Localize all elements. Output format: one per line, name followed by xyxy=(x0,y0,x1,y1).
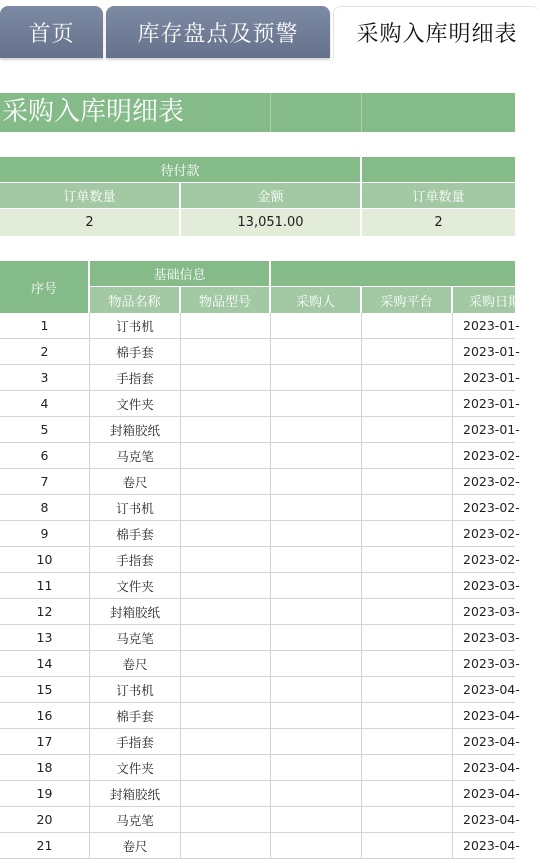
cell-date[interactable]: 2023-02- xyxy=(463,448,520,463)
cell-seq[interactable]: 12 xyxy=(0,599,90,624)
cell-platform[interactable] xyxy=(362,625,453,650)
cell-buyer[interactable] xyxy=(271,781,362,806)
cell-item-name[interactable]: 棉手套 xyxy=(90,339,181,364)
col-header-name: 物品名称 xyxy=(90,287,180,313)
cell-item-name[interactable]: 订书机 xyxy=(90,677,181,702)
cell-item-name[interactable]: 文件夹 xyxy=(90,755,181,780)
cell-item-model[interactable] xyxy=(181,781,271,806)
summary-qty-value[interactable]: 2 xyxy=(0,209,180,236)
cell-buyer[interactable] xyxy=(271,651,362,676)
cell-date[interactable]: 2023-04- xyxy=(463,760,520,775)
cell-date[interactable]: 2023-04- xyxy=(463,708,520,723)
cell-buyer[interactable] xyxy=(271,339,362,364)
table-row[interactable] xyxy=(0,313,520,339)
cell-item-name[interactable]: 封箱胶纸 xyxy=(90,417,181,442)
cell-seq[interactable]: 11 xyxy=(0,573,90,598)
cell-platform[interactable] xyxy=(362,599,453,624)
cell-seq[interactable]: 19 xyxy=(0,781,90,806)
summary-amount-value[interactable]: 13,051.00 xyxy=(181,209,361,236)
cell-platform[interactable] xyxy=(362,781,453,806)
cell-platform[interactable] xyxy=(362,313,453,338)
tab-inventory-alert[interactable]: 库存盘点及预警 xyxy=(106,6,330,58)
col-header-date: 采购日期 xyxy=(453,287,515,313)
col-header-buyer: 采购人 xyxy=(271,287,361,313)
purchase-detail-table xyxy=(0,261,522,863)
col-header-model: 物品型号 xyxy=(181,287,270,313)
summary-col-amount: 金额 xyxy=(181,183,361,208)
cell-item-name[interactable]: 订书机 xyxy=(90,313,181,338)
cell-seq[interactable]: 14 xyxy=(0,651,90,676)
table-row[interactable] xyxy=(0,443,520,469)
table-row[interactable] xyxy=(0,573,520,599)
sheet-tab-bar xyxy=(0,0,540,60)
cell-item-model[interactable] xyxy=(181,625,271,650)
table-row[interactable] xyxy=(0,521,520,547)
cell-platform[interactable] xyxy=(362,521,453,546)
cell-item-model[interactable] xyxy=(181,729,271,754)
cell-item-model[interactable] xyxy=(181,703,271,728)
cell-item-model[interactable] xyxy=(181,391,271,416)
cell-platform[interactable] xyxy=(362,365,453,390)
cell-item-name[interactable]: 文件夹 xyxy=(90,573,181,598)
summary-group-header-2 xyxy=(362,157,515,182)
cell-item-model[interactable] xyxy=(181,573,271,598)
cell-divider xyxy=(361,93,362,132)
cell-item-model[interactable] xyxy=(181,443,271,468)
group-header-2 xyxy=(271,261,515,286)
table-row[interactable] xyxy=(0,807,520,833)
cell-item-model[interactable] xyxy=(181,677,271,702)
col-header-platform: 采购平台 xyxy=(362,287,452,313)
cell-item-model[interactable] xyxy=(181,807,271,832)
cell-seq[interactable]: 2 xyxy=(0,339,90,364)
cell-item-name[interactable]: 订书机 xyxy=(90,495,181,520)
summary-qty-value-2[interactable]: 2 xyxy=(362,209,515,236)
col-header-seq: 序号 xyxy=(0,261,89,313)
cell-item-name[interactable]: 卷尺 xyxy=(90,833,181,858)
cell-buyer[interactable] xyxy=(271,547,362,572)
cell-item-name[interactable]: 棉手套 xyxy=(90,521,181,546)
page-title: 采购入库明细表 xyxy=(2,97,185,127)
tab-purchase-detail[interactable]: 采购入库明细表 xyxy=(333,6,540,58)
summary-col-qty: 订单数量 xyxy=(0,183,180,208)
cell-buyer[interactable] xyxy=(271,833,362,858)
cell-platform[interactable] xyxy=(362,443,453,468)
cell-item-model[interactable] xyxy=(181,651,271,676)
cell-buyer[interactable] xyxy=(271,417,362,442)
cell-divider xyxy=(270,93,271,132)
cell-seq[interactable]: 1 xyxy=(0,313,90,338)
cell-item-name[interactable]: 手指套 xyxy=(90,365,181,390)
cell-seq[interactable]: 8 xyxy=(0,495,90,520)
cell-date[interactable]: 2023-03- xyxy=(463,630,520,645)
cell-buyer[interactable] xyxy=(271,391,362,416)
cell-item-model[interactable] xyxy=(181,833,271,858)
cell-seq[interactable]: 6 xyxy=(0,443,90,468)
cell-item-name[interactable]: 卷尺 xyxy=(90,469,181,494)
cell-buyer[interactable] xyxy=(271,703,362,728)
summary-col-qty-2: 订单数量 xyxy=(362,183,515,208)
cell-date[interactable]: 2023-02- xyxy=(463,552,520,567)
cell-seq[interactable]: 16 xyxy=(0,703,90,728)
cell-item-model[interactable] xyxy=(181,495,271,520)
cell-platform[interactable] xyxy=(362,469,453,494)
group-header-basic: 基础信息 xyxy=(90,261,270,286)
cell-buyer[interactable] xyxy=(271,469,362,494)
table-row[interactable] xyxy=(0,599,520,625)
cell-buyer[interactable] xyxy=(271,495,362,520)
sheet-title-band xyxy=(0,93,515,132)
cell-seq[interactable]: 13 xyxy=(0,625,90,650)
cell-date[interactable]: 2023-02- xyxy=(463,474,520,489)
table-row[interactable] xyxy=(0,703,520,729)
cell-platform[interactable] xyxy=(362,755,453,780)
cell-seq[interactable]: 17 xyxy=(0,729,90,754)
cell-platform[interactable] xyxy=(362,651,453,676)
cell-item-model[interactable] xyxy=(181,469,271,494)
cell-buyer[interactable] xyxy=(271,365,362,390)
cell-date[interactable]: 2023-03- xyxy=(463,604,520,619)
table-row[interactable] xyxy=(0,781,520,807)
cell-buyer[interactable] xyxy=(271,729,362,754)
cell-buyer[interactable] xyxy=(271,807,362,832)
cell-item-name[interactable]: 马克笔 xyxy=(90,807,181,832)
cell-platform[interactable] xyxy=(362,339,453,364)
cell-seq[interactable]: 7 xyxy=(0,469,90,494)
cell-item-model[interactable] xyxy=(181,521,271,546)
cell-item-name[interactable]: 棉手套 xyxy=(90,703,181,728)
cell-item-model[interactable] xyxy=(181,417,271,442)
cell-platform[interactable] xyxy=(362,677,453,702)
tab-home[interactable]: 首页 xyxy=(0,6,103,58)
cell-date[interactable]: 2023-04- xyxy=(463,838,520,853)
cell-seq[interactable]: 21 xyxy=(0,833,90,858)
cell-item-name[interactable]: 文件夹 xyxy=(90,391,181,416)
cell-seq[interactable]: 5 xyxy=(0,417,90,442)
cell-platform[interactable] xyxy=(362,547,453,572)
cell-item-model[interactable] xyxy=(181,599,271,624)
cell-buyer[interactable] xyxy=(271,677,362,702)
cell-item-name[interactable]: 马克笔 xyxy=(90,443,181,468)
cell-item-name[interactable]: 封箱胶纸 xyxy=(90,781,181,806)
cell-date[interactable]: 2023-01- xyxy=(463,370,520,385)
cell-seq[interactable]: 9 xyxy=(0,521,90,546)
cell-date[interactable]: 2023-04- xyxy=(463,786,520,801)
cell-buyer[interactable] xyxy=(271,521,362,546)
table-row[interactable] xyxy=(0,625,520,651)
table-row[interactable] xyxy=(0,391,520,417)
cell-date[interactable]: 2023-01- xyxy=(463,318,520,333)
cell-item-name[interactable]: 马克笔 xyxy=(90,625,181,650)
cell-buyer[interactable] xyxy=(271,625,362,650)
table-row[interactable] xyxy=(0,833,520,859)
cell-date[interactable]: 2023-01- xyxy=(463,422,520,437)
cell-date[interactable]: 2023-03- xyxy=(463,656,520,671)
cell-item-name[interactable]: 卷尺 xyxy=(90,651,181,676)
cell-item-model[interactable] xyxy=(181,365,271,390)
cell-seq[interactable]: 20 xyxy=(0,807,90,832)
cell-buyer[interactable] xyxy=(271,573,362,598)
cell-date[interactable]: 2023-02- xyxy=(463,526,520,541)
table-row[interactable] xyxy=(0,339,520,365)
cell-platform[interactable] xyxy=(362,573,453,598)
table-row[interactable] xyxy=(0,495,520,521)
cell-seq[interactable]: 4 xyxy=(0,391,90,416)
cell-platform[interactable] xyxy=(362,417,453,442)
cell-buyer[interactable] xyxy=(271,755,362,780)
table-row[interactable] xyxy=(0,365,520,391)
cell-date[interactable]: 2023-04- xyxy=(463,682,520,697)
cell-seq[interactable]: 10 xyxy=(0,547,90,572)
cell-buyer[interactable] xyxy=(271,443,362,468)
table-row[interactable] xyxy=(0,651,520,677)
cell-item-name[interactable]: 手指套 xyxy=(90,729,181,754)
cell-date[interactable]: 2023-01- xyxy=(463,344,520,359)
cell-item-model[interactable] xyxy=(181,339,271,364)
cell-item-name[interactable]: 封箱胶纸 xyxy=(90,599,181,624)
cell-seq[interactable]: 18 xyxy=(0,755,90,780)
cell-platform[interactable] xyxy=(362,729,453,754)
table-row[interactable] xyxy=(0,755,520,781)
cell-item-name[interactable]: 手指套 xyxy=(90,547,181,572)
cell-platform[interactable] xyxy=(362,807,453,832)
table-row[interactable] xyxy=(0,417,520,443)
cell-seq[interactable]: 3 xyxy=(0,365,90,390)
summary-group-header: 待付款 xyxy=(0,157,361,182)
cell-buyer[interactable] xyxy=(271,313,362,338)
table-row[interactable] xyxy=(0,729,520,755)
cell-date[interactable]: 2023-04- xyxy=(463,812,520,827)
cell-date[interactable]: 2023-02- xyxy=(463,500,520,515)
cell-platform[interactable] xyxy=(362,703,453,728)
cell-item-model[interactable] xyxy=(181,313,271,338)
cell-date[interactable]: 2023-04- xyxy=(463,734,520,749)
table-row[interactable] xyxy=(0,677,520,703)
table-row[interactable] xyxy=(0,469,520,495)
cell-platform[interactable] xyxy=(362,833,453,858)
cell-item-model[interactable] xyxy=(181,755,271,780)
cell-date[interactable]: 2023-03- xyxy=(463,578,520,593)
cell-date[interactable]: 2023-01- xyxy=(463,396,520,411)
cell-platform[interactable] xyxy=(362,495,453,520)
cell-platform[interactable] xyxy=(362,391,453,416)
table-row[interactable] xyxy=(0,547,520,573)
cell-item-model[interactable] xyxy=(181,547,271,572)
cell-buyer[interactable] xyxy=(271,599,362,624)
cell-seq[interactable]: 15 xyxy=(0,677,90,702)
